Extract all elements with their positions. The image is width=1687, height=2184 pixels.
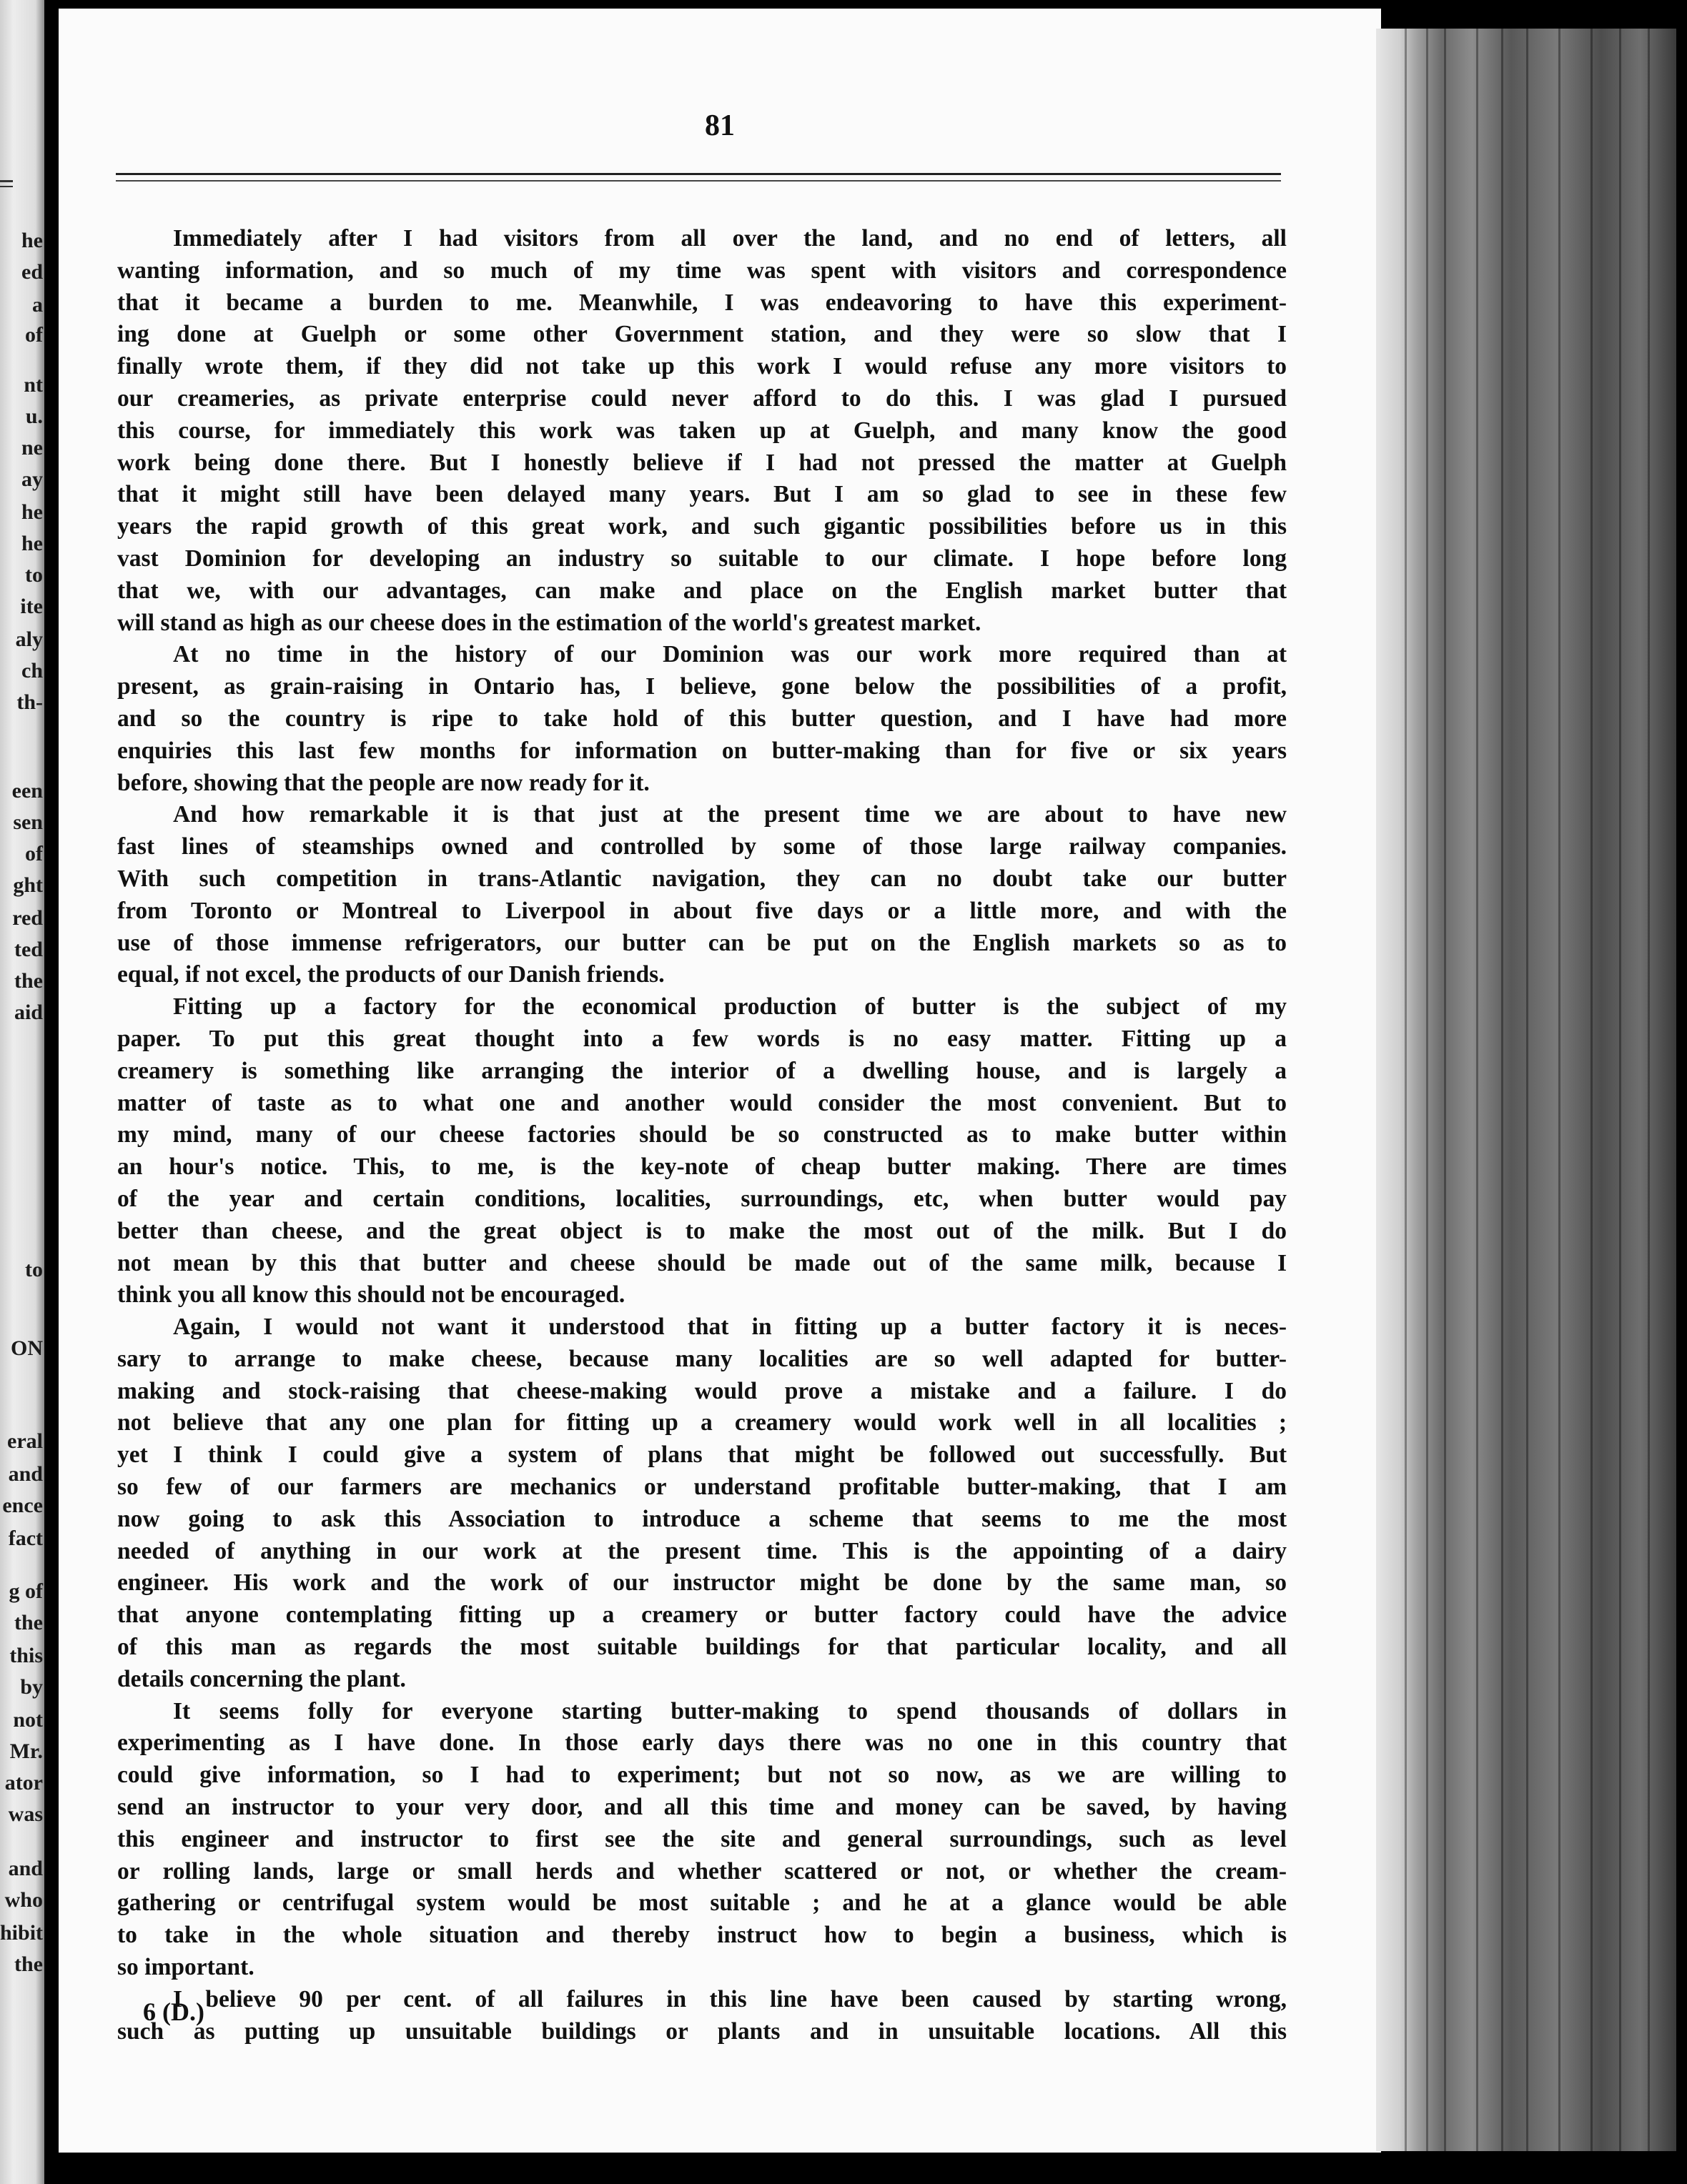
text-line: that anyone contemplating fitting up a creamery or butter factory could have the advice bbox=[117, 1602, 1287, 1629]
text-line: and so the country is ripe to take hold of this butter question, and I have had more bbox=[117, 705, 1287, 732]
adjacent-page-fragment: this bbox=[9, 1644, 43, 1667]
text-line: so important. bbox=[117, 1954, 254, 1981]
text-line: making and stock-raising that cheese-making would prove a mistake and a failure. I do bbox=[117, 1377, 1287, 1404]
adjacent-page-fragment: aly bbox=[15, 627, 43, 651]
text-line: so few of our farmers are mechanics or understand profitable butter-making, that I am bbox=[117, 1474, 1287, 1501]
adjacent-page-fragment: ne bbox=[21, 436, 43, 460]
body-text bbox=[117, 223, 1287, 2047]
text-line: could give information, so I had to experiment; but not so now, as we are willing to bbox=[117, 1762, 1287, 1789]
text-line: to take in the whole situation and thereby instruct how to begin a business, which is bbox=[117, 1922, 1287, 1949]
adjacent-page-fragment: the bbox=[14, 969, 43, 993]
text-line: equal, if not excel, the products of our Danish friends. bbox=[117, 961, 665, 988]
adjacent-page-fragment: ence bbox=[2, 1494, 43, 1517]
text-line: send an instructor to your very door, and all this time and money can be saved, by having bbox=[117, 1794, 1287, 1821]
adjacent-page-fragment: to bbox=[25, 563, 43, 587]
text-line: present, as grain-raising in Ontario has, I believe, gone below the possibilities of a profit, bbox=[117, 673, 1287, 700]
adjacent-page-fragment: aid bbox=[14, 1001, 43, 1024]
adjacent-page-fragment: he bbox=[21, 500, 43, 524]
text-line: details concerning the plant. bbox=[117, 1665, 406, 1692]
text-line: use of those immense refrigerators, our butter can be put on the English markets so as to bbox=[117, 929, 1287, 956]
paragraph bbox=[117, 1696, 1287, 1984]
text-line: ing done at Guelph or some other Government station, and they were so slow that I bbox=[117, 321, 1287, 348]
text-line: that it became a burden to me. Meanwhile, I was endeavoring to have this experiment- bbox=[117, 289, 1287, 316]
text-line: wanting information, and so much of my time was spent with visitors and correspondence bbox=[117, 257, 1287, 284]
adjacent-page-fragment: to bbox=[25, 1258, 43, 1281]
page-edge-stripe bbox=[1648, 29, 1650, 2151]
page-edge-stripe bbox=[1526, 29, 1528, 2151]
adjacent-page-fragment: ite bbox=[20, 595, 43, 618]
text-line: matter of taste as to what one and another would consider the most convenient. But to bbox=[117, 1089, 1287, 1116]
text-line: better than cheese, and the great object is to make the most out of the milk. But I do bbox=[117, 1217, 1287, 1244]
text-line: With such competition in trans-Atlantic navigation, they can no doubt take our butter bbox=[117, 865, 1287, 892]
text-line: that we, with our advantages, can make and place on the English market butter that bbox=[117, 577, 1287, 604]
text-line: It seems folly for everyone starting butter-making to spend thousands of dollars in bbox=[173, 1697, 1287, 1724]
page-edge-stripe bbox=[1558, 29, 1560, 2151]
text-line: vast Dominion for developing an industry so suitable to our climate. I hope before long bbox=[117, 545, 1287, 572]
adjacent-page-fragment: and bbox=[8, 1857, 43, 1880]
adjacent-page-fragment: by bbox=[20, 1675, 43, 1699]
adjacent-page-fragment: ator bbox=[4, 1771, 43, 1795]
text-line: enquiries this last few months for information on butter-making than for five or six years bbox=[117, 737, 1287, 764]
text-line: this course, for immediately this work was taken up at Guelph, and many know the good bbox=[117, 417, 1287, 444]
text-line: think you all know this should not be encouraged. bbox=[117, 1281, 625, 1309]
text-line: not believe that any one plan for fitting up a creamery would work well in all localities ; bbox=[117, 1409, 1287, 1436]
text-line: an hour's notice. This, to me, is the key-note of cheap butter making. There are times bbox=[117, 1153, 1287, 1181]
paragraph bbox=[117, 799, 1287, 991]
adjacent-page-rule bbox=[0, 186, 13, 187]
text-line: our creameries, as private enterprise could never afford to do this. I was glad I pursued bbox=[117, 384, 1287, 412]
page-number: 81 bbox=[705, 109, 735, 142]
header-rule bbox=[116, 180, 1281, 182]
text-line: engineer. His work and the work of our instructor might be done by the same man, so bbox=[117, 1569, 1287, 1597]
text-line: will stand as high as our cheese does in the estimation of the world's greatest market. bbox=[117, 609, 981, 636]
paragraph bbox=[117, 1984, 1287, 2048]
book-page bbox=[59, 9, 1381, 2153]
text-line: of this man as regards the most suitable buildings for that particular locality, and all bbox=[117, 1634, 1287, 1661]
text-line: creamery is something like arranging the interior of a dwelling house, and is largely a bbox=[117, 1057, 1287, 1084]
text-line: before, showing that the people are now ready for it. bbox=[117, 769, 650, 796]
paragraph bbox=[117, 639, 1287, 799]
adjacent-page-fragment: a bbox=[32, 293, 43, 317]
adjacent-page-fragment: red bbox=[12, 906, 43, 930]
adjacent-page-fragment: Mr. bbox=[9, 1739, 43, 1763]
adjacent-page-fragment: was bbox=[8, 1802, 43, 1826]
page-edge-stripe bbox=[1619, 29, 1621, 2151]
paragraph bbox=[117, 991, 1287, 1311]
adjacent-page-fragment: ay bbox=[21, 467, 43, 491]
adjacent-page-fragment: ted bbox=[14, 938, 43, 961]
adjacent-page-fragment: hibit bbox=[0, 1921, 44, 1945]
adjacent-page-fragment: u. bbox=[25, 404, 43, 428]
adjacent-page-fragment: ON bbox=[11, 1336, 43, 1360]
adjacent-page-fragment: the bbox=[14, 1952, 43, 1976]
text-line: Immediately after I had visitors from all over the land, and no end of letters, all bbox=[173, 225, 1287, 252]
text-line: gathering or centrifugal system would be most suitable ; and he at a glance would be able bbox=[117, 1890, 1287, 1917]
adjacent-page-fragment: eral bbox=[7, 1429, 43, 1453]
text-line: Again, I would not want it understood that in fitting up a butter factory it is neces- bbox=[173, 1314, 1287, 1341]
text-line: And how remarkable it is that just at the present time we are about to have new bbox=[173, 801, 1287, 828]
adjacent-page-fragment: ght bbox=[13, 873, 43, 897]
text-line: fast lines of steamships owned and controlled by some of those large railway companies. bbox=[117, 833, 1287, 860]
adjacent-page-fragment: he bbox=[21, 229, 43, 252]
adjacent-page-fragment: th- bbox=[16, 690, 43, 714]
paragraph bbox=[117, 223, 1287, 639]
page-edge-stripe bbox=[1405, 29, 1407, 2151]
adjacent-page-fragment: he bbox=[21, 532, 43, 555]
adjacent-page-fragment: who bbox=[4, 1888, 43, 1912]
paragraph bbox=[117, 1311, 1287, 1696]
text-line: or rolling lands, large or small herds and whether scattered or not, or whether the cream- bbox=[117, 1857, 1287, 1885]
text-line: from Toronto or Montreal to Liverpool in about five days or a little more, and with the bbox=[117, 897, 1287, 924]
adjacent-page-fragment: sen bbox=[13, 810, 43, 834]
text-line: years the rapid growth of this great work, and such gigantic possibilities before us in this bbox=[117, 513, 1287, 540]
text-line: of the year and certain conditions, localities, surroundings, etc, when butter would pay bbox=[117, 1185, 1287, 1212]
adjacent-page-fragment: een bbox=[11, 779, 43, 803]
adjacent-page-rule bbox=[0, 180, 13, 182]
adjacent-page-edge bbox=[0, 0, 44, 2184]
adjacent-page-fragment: fact bbox=[8, 1527, 43, 1550]
book-page-edges bbox=[1376, 29, 1676, 2151]
text-line: that it might still have been delayed many years. But I am so glad to see in these few bbox=[117, 481, 1287, 508]
text-line: experimenting as I have done. In those early days there was no one in this country that bbox=[117, 1729, 1287, 1757]
adjacent-page-fragment: ed bbox=[21, 260, 43, 284]
adjacent-page-fragment: ch bbox=[21, 659, 43, 682]
adjacent-page-fragment: g of bbox=[9, 1579, 43, 1603]
text-line: work being done there. But I honestly believe if I had not pressed the matter at Guelph bbox=[117, 449, 1287, 476]
text-line: Fitting up a factory for the economical production of butter is the subject of my bbox=[173, 993, 1287, 1021]
page-edge-stripe bbox=[1444, 29, 1446, 2151]
page-edge-stripe bbox=[1476, 29, 1478, 2151]
text-line: yet I think I could give a system of plans that might be followed out successfully. But bbox=[117, 1441, 1287, 1469]
page-edge-stripe bbox=[1501, 29, 1503, 2151]
text-line: not mean by this that butter and cheese should be made out of the same milk, because I bbox=[117, 1249, 1287, 1276]
adjacent-page-fragment: of bbox=[25, 323, 43, 347]
text-line: sary to arrange to make cheese, because many localities are so well adapted for butter- bbox=[117, 1345, 1287, 1372]
text-line: I believe 90 per cent. of all failures in this line have been caused by starting wrong, bbox=[173, 1985, 1287, 2012]
text-line: my mind, many of our cheese factories should be so constructed as to make butter within bbox=[117, 1121, 1287, 1148]
adjacent-page-fragment: not bbox=[13, 1708, 43, 1732]
text-line: paper. To put this great thought into a few words is no easy matter. Fitting up a bbox=[117, 1025, 1287, 1052]
text-line: now going to ask this Association to introduce a scheme that seems to me the most bbox=[117, 1505, 1287, 1532]
text-line: needed of anything in our work at the present time. This is the appointing of a dairy bbox=[117, 1537, 1287, 1564]
text-line: such as putting up unsuitable buildings or plants and in unsuitable locations. All this bbox=[117, 2017, 1287, 2045]
adjacent-page-fragment: nt bbox=[24, 373, 43, 397]
text-line: this engineer and instructor to first see the site and general surroundings, such as level bbox=[117, 1825, 1287, 1852]
text-line: At no time in the history of our Dominion was our work more required than at bbox=[173, 641, 1287, 668]
adjacent-page-fragment: the bbox=[14, 1611, 43, 1634]
adjacent-page-fragment: of bbox=[25, 842, 43, 865]
text-line: finally wrote them, if they did not take up this work I would refuse any more visitors to bbox=[117, 353, 1287, 380]
page-edge-stripe bbox=[1590, 29, 1593, 2151]
adjacent-page-fragment: and bbox=[8, 1462, 43, 1486]
header-rule bbox=[116, 173, 1281, 175]
signature-mark: 6 (D.) bbox=[143, 1997, 204, 2026]
page-edge-stripe bbox=[1426, 29, 1428, 2151]
